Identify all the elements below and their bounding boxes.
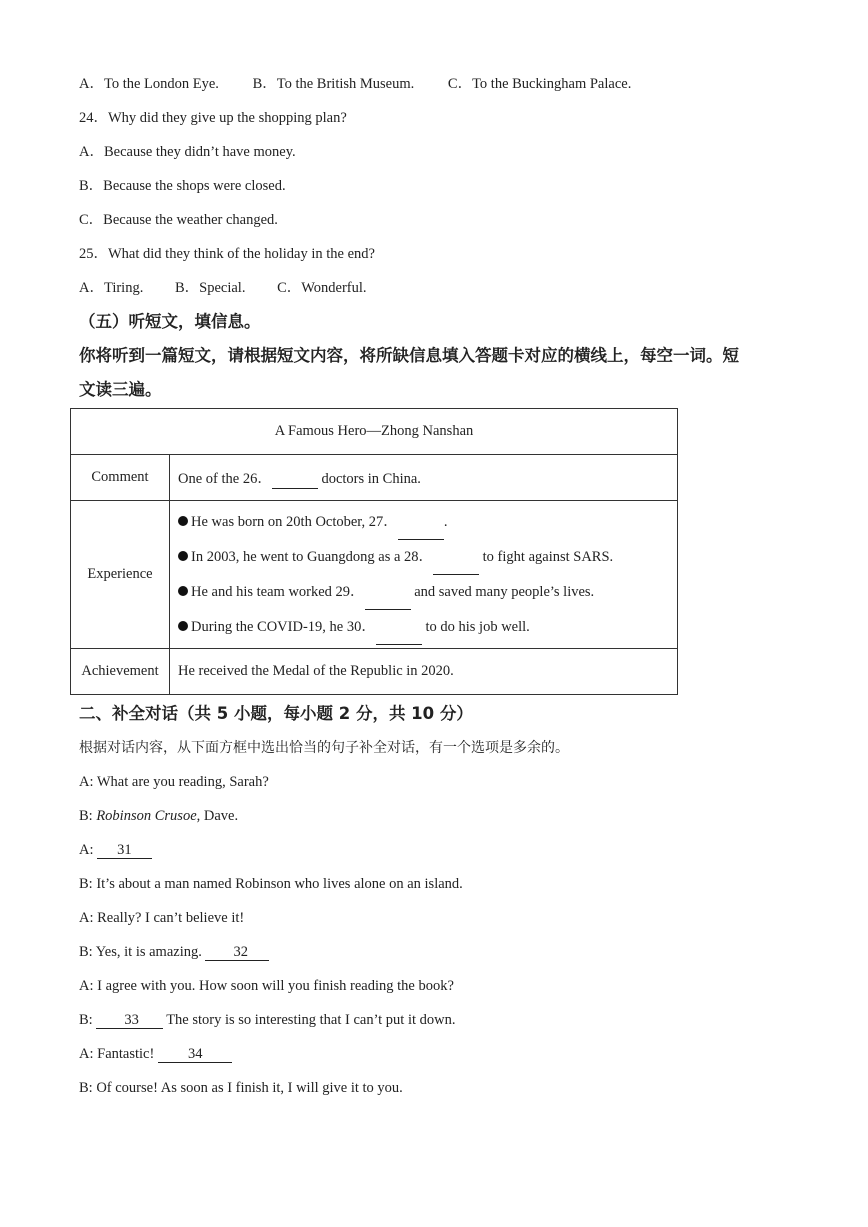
q23-option-a: A．To the London Eye. [79,76,219,92]
experience-item-2: In 2003, he went to Guangdong as a 28． to fight against SARS. [178,540,677,575]
q23-options [79,75,631,93]
bullet-icon [178,586,188,596]
blank-26[interactable] [272,471,318,489]
q25-option-c: C．Wonderful. [277,280,367,296]
q24-option-a: A．Because they didn’t have money. [79,144,296,160]
comment-content [170,455,678,501]
blank-30[interactable] [376,610,422,645]
blank-33[interactable]: 33 [96,1013,163,1029]
dialogue-line-6: B: Yes, it is amazing. 32 [79,943,269,961]
experience-content [170,501,678,649]
bullet-icon [178,516,188,526]
comment-post: doctors in China. [317,470,421,487]
bullet-icon [178,551,188,561]
q24-option-b: B．Because the shops were closed. [79,178,286,194]
blank-31[interactable]: 31 [97,843,152,859]
q25-option-a: A．Tiring. [79,280,144,296]
blank-27[interactable] [398,505,444,540]
q24-question: 24．Why did they give up the shopping plan? [79,110,347,126]
section5-instruction-line1: 你将听到一篇短文，请根据短文内容，将所缺信息填入答题卡对应的横线上，每空一词。短 [79,346,739,365]
q23-option-b: B．To the British Museum. [252,76,415,92]
dialogue-line-2: B: Robinson Crusoe, Dave. [79,808,239,824]
table-title: A Famous Hero—Zhong Nanshan [71,409,678,455]
q25-options [79,279,367,297]
part2-instruction: 根据对话内容，从下面方框中选出恰当的句子补全对话，有一个选项是多余的。 [79,740,569,756]
dialogue-line-7: A: I agree with you. How soon will you finish reading the book? [79,978,454,994]
q24-option-c: C．Because the weather changed. [79,212,278,228]
dialogue-line-9: A: Fantastic! 34 [79,1045,232,1063]
table-row-experience [71,501,678,649]
book-title: Robinson Crusoe [96,808,197,824]
experience-label: Experience [71,501,170,649]
info-table [70,408,678,695]
table-row-comment [71,455,678,501]
q25-question: 25．What did they think of the holiday in the end? [79,246,375,262]
q23-option-c: C．To the Buckingham Palace. [447,76,632,92]
experience-item-4: During the COVID-19, he 30． to do his job well. [178,610,677,645]
q25-option-b: B．Special. [174,280,246,296]
part2-heading: 二、补全对话（共 5 小题，每小题 2 分，共 10 分） [79,704,473,723]
dialogue-line-1: A: What are you reading, Sarah? [79,774,269,790]
section5-instruction-line2: 文读三遍。 [79,380,162,399]
experience-item-3: He and his team worked 29． and saved many people’s lives. [178,575,677,610]
dialogue-line-10: B: Of course! As soon as I finish it, I will give it to you. [79,1080,403,1096]
achievement-label: Achievement [71,649,170,695]
experience-item-1: He was born on 20th October, 27． . [178,505,677,540]
dialogue-line-3: A: 31 [79,841,152,859]
comment-pre: One of the 26． [178,470,272,487]
table-row-achievement [71,649,678,695]
dialogue-line-4: B: It’s about a man named Robinson who lives alone on an island. [79,876,463,892]
comment-label: Comment [71,455,170,501]
achievement-content: He received the Medal of the Republic in 2020. [170,649,678,695]
dialogue-line-8: B: 33 The story is so interesting that I can’t put it down. [79,1012,456,1028]
blank-29[interactable] [365,575,411,610]
bullet-icon [178,621,188,631]
blank-34[interactable]: 34 [158,1047,233,1063]
section5-heading: （五）听短文，填信息。 [79,312,261,331]
blank-32[interactable]: 32 [205,945,269,961]
dialogue-line-5: A: Really? I can’t believe it! [79,910,245,926]
blank-28[interactable] [433,540,479,575]
